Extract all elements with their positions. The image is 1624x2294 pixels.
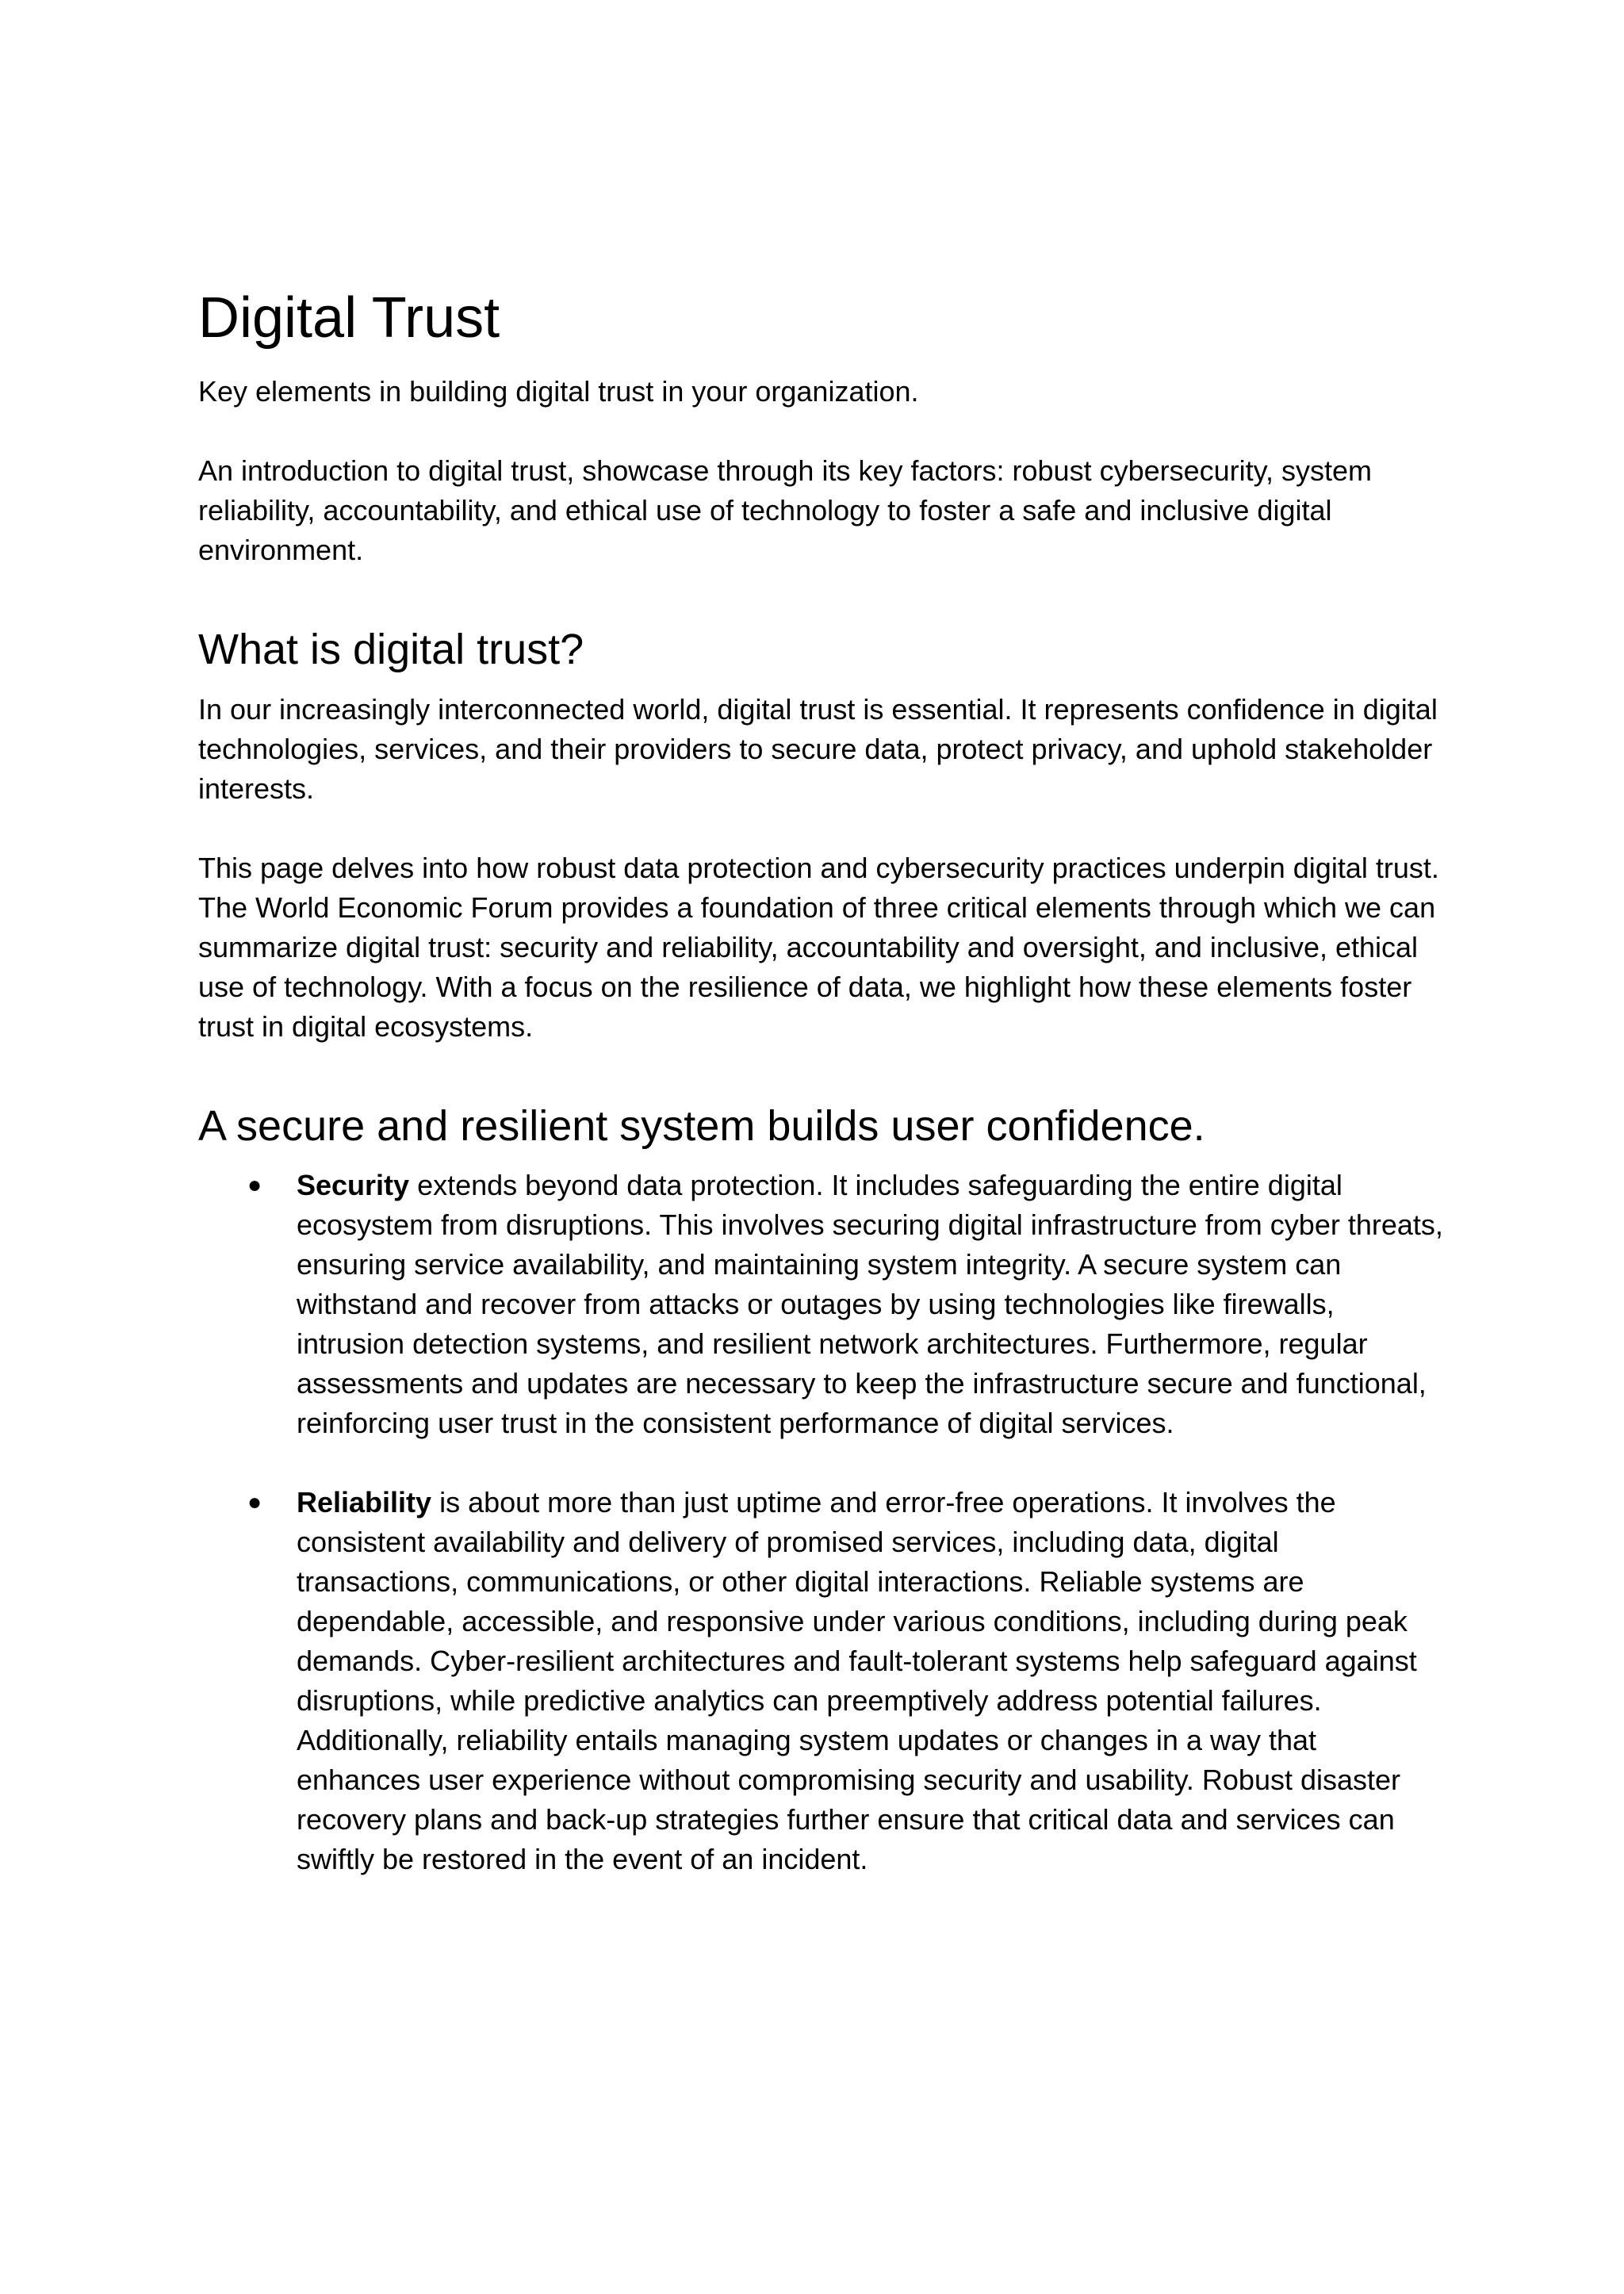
list-item-reliability <box>198 1483 1443 1879</box>
bullet-icon: ● <box>247 1489 262 1516</box>
list-item-text: extends beyond data protection. It includes safeguarding the entire digital ecosystem from disruptions. This involves securing digital infrastructure from cyber threats, ensuring service availability, and maintaining system integrity. A secure system can withstand and recover from attacks or outages by using technologies like firewalls, intrusion detection systems, and resilient network architectures. Furthermore, regular assessments and updates are necessary to keep the infrastructure secure and functional, reinforcing user trust in the consistent performance of digital services. <box>297 1169 1443 1440</box>
list-item-term: Reliability <box>297 1486 432 1519</box>
list-item-term: Security <box>297 1169 410 1202</box>
page-title: Digital Trust <box>198 286 500 350</box>
paragraph: In our increasingly interconnected world, digital trust is essential. It represents confidence in digital technologies, services, and their providers to secure data, protect privacy, and uphold stakeholder interests. <box>198 692 1438 805</box>
document-page <box>198 285 1443 1879</box>
bullet-list <box>198 1166 1443 1879</box>
section-heading-what-is-digital-trust: What is digital trust? <box>198 625 584 673</box>
subtitle: Key elements in building digital trust in your organization. <box>198 374 919 408</box>
section-heading-secure-resilient: A secure and resilient system builds user confidence. <box>198 1101 1205 1150</box>
list-item-security <box>198 1166 1443 1443</box>
paragraph: This page delves into how robust data protection and cybersecurity practices underpin digital trust. The World Economic Forum provides a foundation of three critical elements through which we can summarize digital trust: security and reliability, accountability and oversight, and inclusive, ethical use of technology. With a focus on the resilience of data, we highlight how these elements foster trust in digital ecosystems. <box>198 851 1439 1043</box>
list-item-text: is about more than just uptime and error-free operations. It involves the consistent availability and delivery of promised services, including data, digital transactions, communications, or other digital interactions. Reliable systems are dependable, accessible, and responsive under various conditions, including during peak demands. Cyber-resilient architectures and fault-tolerant systems help safeguard against disruptions, while predictive analytics can preemptively address potential failures. Additionally, reliability entails managing system updates or changes in a way that enhances user experience without compromising security and usability. Robust disaster recovery plans and back-up strategies further ensure that critical data and services can swiftly be restored in the event of an incident. <box>297 1486 1417 1876</box>
intro-paragraph: An introduction to digital trust, showcase through its key factors: robust cybersecurity, system reliability, accountability, and ethical use of technology to foster a safe and inclusive digital environment. <box>198 454 1372 566</box>
bullet-icon: ● <box>247 1172 262 1199</box>
